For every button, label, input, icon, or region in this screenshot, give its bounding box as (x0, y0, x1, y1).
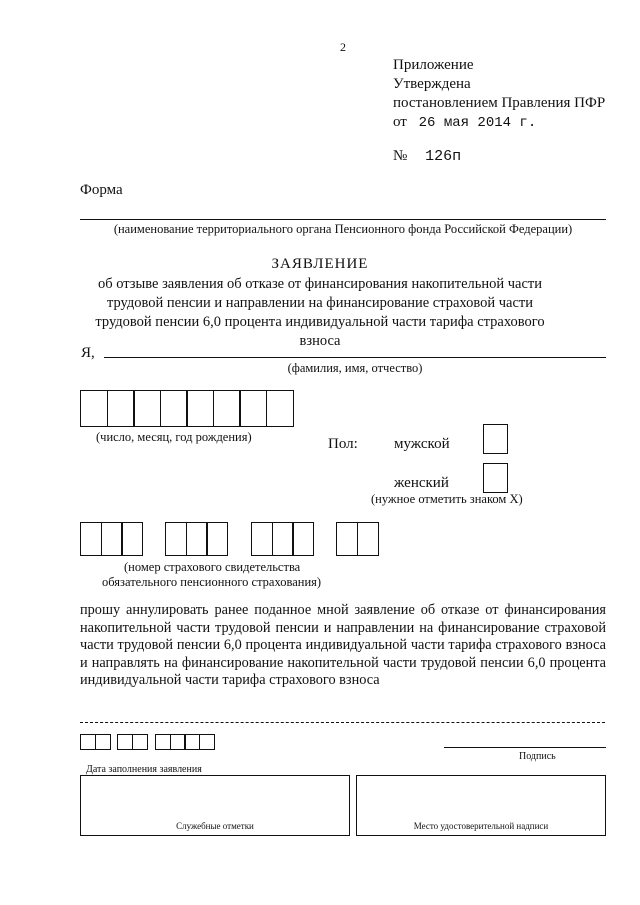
signature-caption: Подпись (519, 751, 556, 762)
birth-date-cells (80, 390, 294, 427)
date-prefix: от (393, 114, 407, 130)
snils-cell[interactable] (251, 522, 273, 556)
document-title: ЗАЯВЛЕНИЕ (271, 256, 369, 272)
snils-cell[interactable] (165, 522, 187, 556)
ya-label: Я, (81, 345, 95, 361)
gender-female-label: женский (394, 475, 449, 491)
certification-box[interactable] (356, 775, 606, 836)
fill-date-cell[interactable] (95, 734, 111, 750)
resolution-number: 126п (425, 148, 462, 165)
snils-cell[interactable] (121, 522, 143, 556)
snils-group-2 (165, 522, 228, 556)
gender-female-checkbox[interactable] (483, 463, 508, 493)
service-marks-box[interactable] (80, 775, 350, 836)
birth-date-cell[interactable] (107, 390, 135, 427)
fill-date-year (155, 734, 215, 750)
full-name-caption: (фамилия, имя, отчество) (287, 361, 423, 375)
snils-caption-line1: (номер страхового свидетельства (124, 560, 301, 574)
fill-date-caption: Дата заполнения заявления (86, 764, 202, 775)
territorial-body-caption: (наименование территориального органа Пенсионного фонда Российской Федерации) (113, 222, 573, 236)
snils-cell[interactable] (101, 522, 123, 556)
fill-date-cell[interactable] (132, 734, 148, 750)
fill-date-day (80, 734, 111, 750)
snils-group-1 (80, 522, 143, 556)
snils-cell[interactable] (206, 522, 228, 556)
birth-date-cell[interactable] (80, 390, 108, 427)
certification-label: Место удостоверительной надписи (413, 821, 549, 831)
snils-cell[interactable] (272, 522, 294, 556)
birth-date-cell[interactable] (133, 390, 161, 427)
form-label: Форма (80, 182, 123, 198)
birth-date-cell[interactable] (239, 390, 267, 427)
snils-group-4 (336, 522, 379, 556)
page-number: 2 (340, 40, 346, 54)
birth-date-cell[interactable] (186, 390, 214, 427)
appendix-label: Приложение (393, 57, 474, 73)
birth-date-caption: (число, месяц, год рождения) (96, 430, 252, 444)
fill-date-cell[interactable] (199, 734, 215, 750)
snils-cell[interactable] (336, 522, 358, 556)
gender-male-checkbox[interactable] (483, 424, 508, 454)
birth-date-cell[interactable] (266, 390, 294, 427)
service-marks-label: Служебные отметки (176, 821, 254, 831)
gender-label: Пол: (328, 436, 358, 452)
approval-date: 26 мая 2014 г. (418, 115, 537, 131)
gender-male-label: мужской (394, 436, 450, 452)
gender-hint: (нужное отметить знаком X) (371, 492, 523, 506)
snils-cell[interactable] (186, 522, 208, 556)
birth-date-cell[interactable] (213, 390, 241, 427)
approval-header (393, 56, 605, 133)
snils-caption-line2: обязательного пенсионного страхования) (102, 575, 322, 589)
fill-date-month (117, 734, 148, 750)
full-name-field[interactable] (104, 357, 606, 358)
snils-cell[interactable] (357, 522, 379, 556)
snils-cell[interactable] (80, 522, 102, 556)
signature-field[interactable] (444, 747, 606, 748)
resolution-label: постановлением Правления ПФР (393, 95, 606, 111)
approval-date-line (393, 113, 605, 133)
snils-group-3 (251, 522, 314, 556)
resolution-number-line (393, 148, 461, 165)
document-subtitle: об отзыве заявления об отказе от финансирования накопительной части трудовой пенсии и направлении на финансирование страховой части трудовой пенсии 6,0 процента индивидуальной части тарифа страхового взноса (95, 276, 545, 349)
snils-cell[interactable] (292, 522, 314, 556)
approved-label: Утверждена (393, 76, 471, 92)
territorial-body-field[interactable] (80, 219, 606, 220)
dashed-separator (80, 722, 605, 723)
number-sign: № (393, 148, 408, 164)
request-text: прошу аннулировать ранее поданное мной заявление об отказе от финансирования накопительной части трудовой пенсии и направлении на финансирование страховой части трудовой пенсии 6,0 процента индивидуальной части тарифа страхового взноса и направлять на финансирование накопительной части трудовой пенсии 6,0 процента индивидуальной части тарифа страхового взноса (80, 602, 606, 688)
birth-date-cell[interactable] (160, 390, 188, 427)
